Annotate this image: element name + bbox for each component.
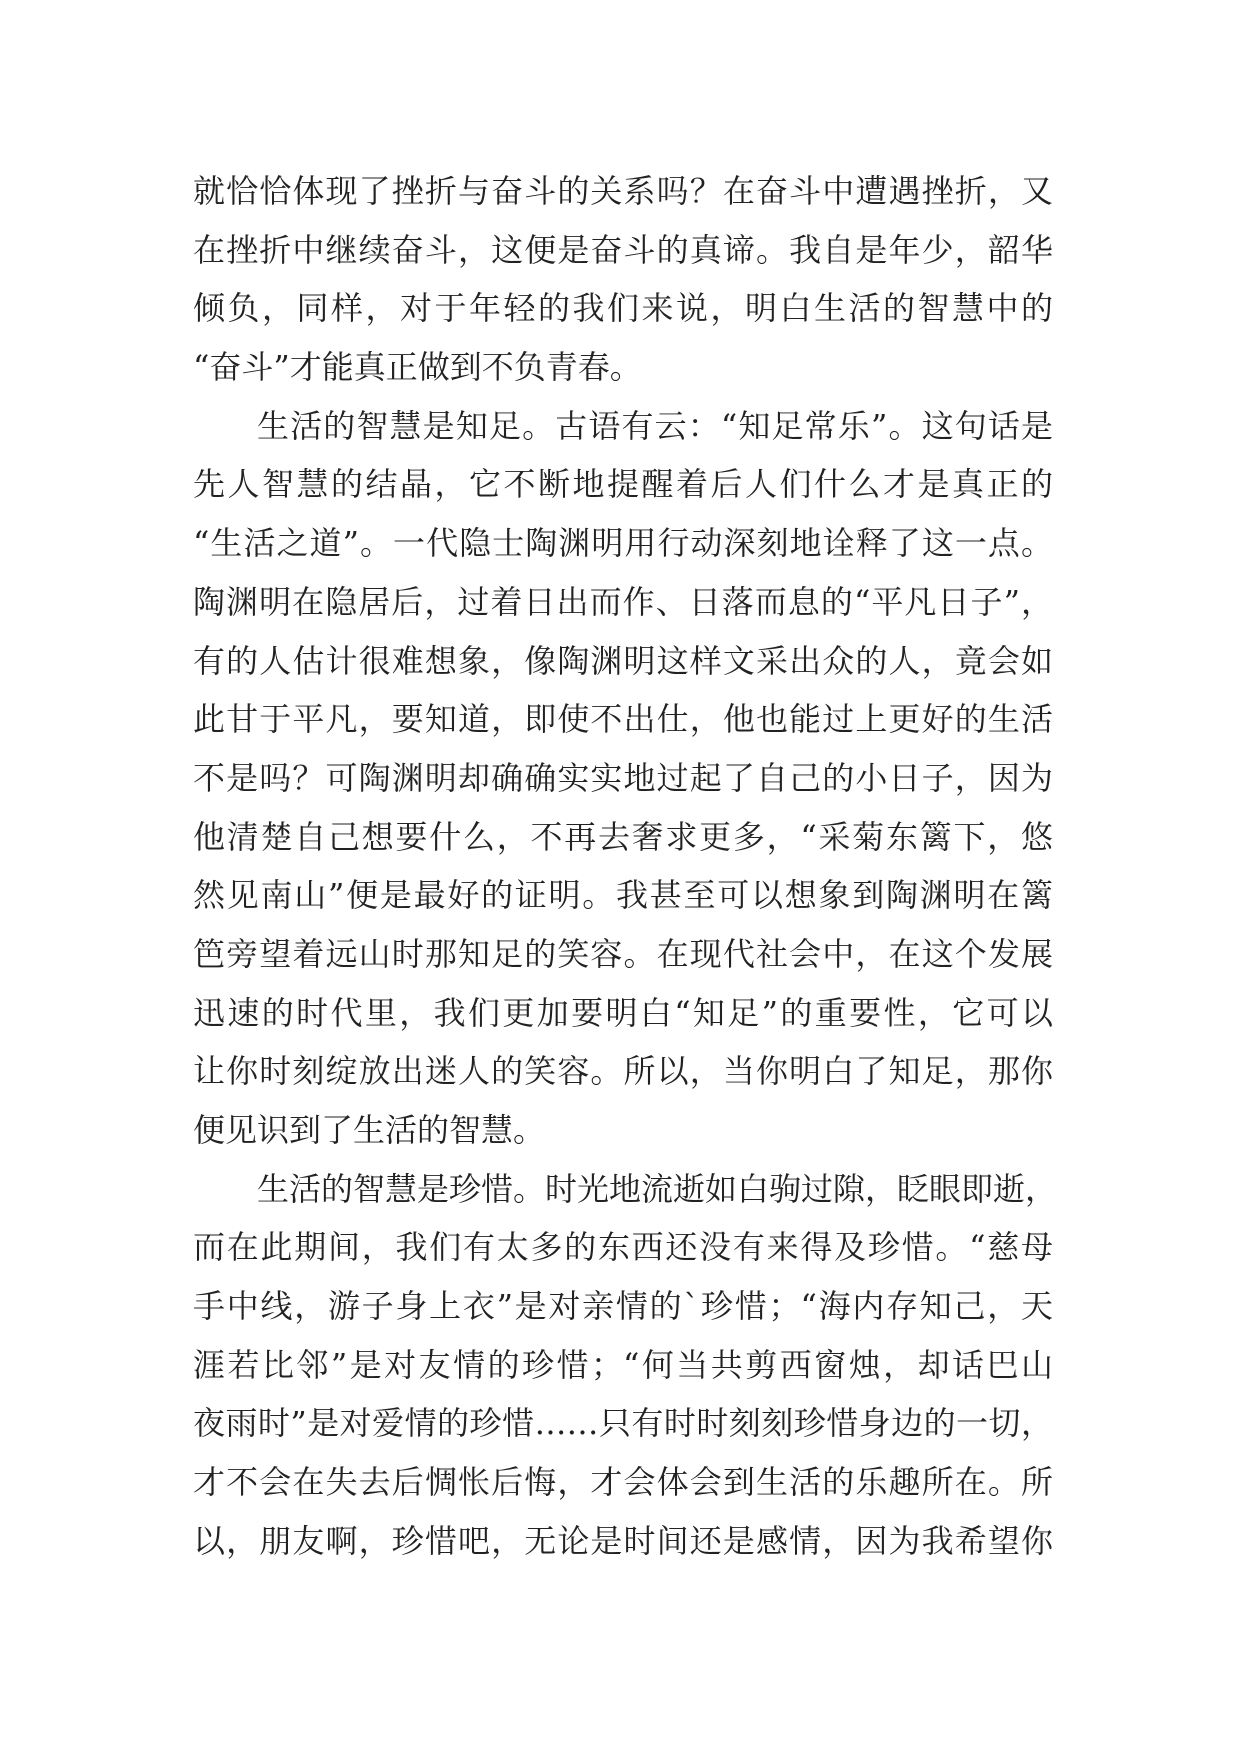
text-line: 让你时刻绽放出迷人的笑容。所以，当你明白了知足，那你 (193, 1052, 1053, 1091)
text-line: 有的人估计很难想象，像陶渊明这样文采出众的人，竟会如 (193, 641, 1053, 680)
document-body (193, 162, 1058, 1571)
text-line: “奋斗”才能真正做到不负青春。 (193, 348, 642, 387)
text-line: 生活的智慧是珍惜。时光地流逝如白驹过隙，眨眼即逝， (257, 1169, 1058, 1208)
text-line: 涯若比邻”是对友情的珍惜；“何当共剪西窗烛，却话巴山 (193, 1345, 1053, 1384)
text-line: 以，朋友啊，珍惜吧，无论是时间还是感情，因为我希望你 (193, 1521, 1053, 1560)
text-line: 夜雨时”是对爱情的珍惜……只有时时刻刻珍惜身边的一切， (193, 1404, 1053, 1443)
paragraph (193, 397, 1053, 1160)
text-line: 便见识到了生活的智慧。 (193, 1111, 546, 1149)
text-line: 此甘于平凡，要知道，即使不出仕，他也能过上更好的生活 (193, 700, 1053, 739)
paragraph (193, 162, 1053, 397)
text-line: 才不会在失去后惆怅后悔，才会体会到生活的乐趣所在。所 (193, 1463, 1053, 1502)
text-line: 然见南山”便是最好的证明。我甚至可以想象到陶渊明在篱 (193, 876, 1053, 915)
text-line: 倾负，同样，对于年轻的我们来说，明白生活的智慧中的 (193, 289, 1053, 328)
text-line: 在挫折中继续奋斗，这便是奋斗的真谛。我自是年少，韶华 (193, 230, 1053, 269)
text-line: 先人智慧的结晶，它不断地提醒着后人们什么才是真正的 (193, 465, 1053, 504)
paragraph (193, 1160, 1058, 1571)
text-line: 陶渊明在隐居后，过着日出而作、日落而息的“平凡日子”， (193, 582, 1053, 621)
text-line: 而在此期间，我们有太多的东西还没有来得及珍惜。“慈母 (193, 1228, 1053, 1267)
text-line: 迅速的时代里，我们更加要明白“知足”的重要性，它可以 (193, 993, 1053, 1032)
text-line: 他清楚自己想要什么，不再去奢求更多，“采菊东篱下，悠 (193, 817, 1053, 856)
text-line: 笆旁望着远山时那知足的笑容。在现代社会中，在这个发展 (193, 934, 1053, 973)
text-line: 不是吗？可陶渊明却确确实实地过起了自己的小日子，因为 (193, 758, 1053, 797)
text-line: 就恰恰体现了挫折与奋斗的关系吗？在奋斗中遭遇挫折，又 (193, 172, 1053, 210)
text-line: “生活之道”。一代隐士陶渊明用行动深刻地诠释了这一点。 (193, 524, 1053, 563)
text-line: 手中线，游子身上衣”是对亲情的`珍惜；“海内存知己，天 (193, 1287, 1053, 1326)
text-line: 生活的智慧是知足。古语有云：“知足常乐”。这句话是 (257, 406, 1053, 445)
